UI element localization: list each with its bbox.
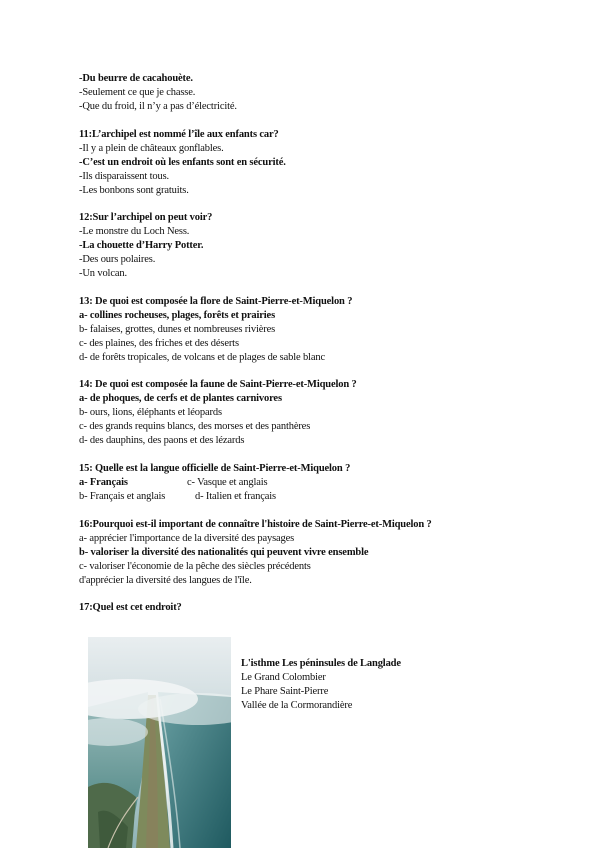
question-15 [79,462,579,504]
answer-q16-d: d'apprécier la diversité des langues de l'île. [79,575,252,586]
question-11-title: 11:L’archipel est nommé l’île aux enfants car? [79,129,279,140]
answer-q17-1: L'isthme Les péninsules de Langlade [241,658,401,669]
answer-q13-b: b- falaises, grottes, dunes et nombreuses rivières [79,324,276,335]
answer-q12-4: -Un volcan. [79,268,127,279]
answer-q10-1: -Du beurre de cacahouète. [79,73,193,84]
isthmus-aerial-photo [88,637,231,848]
question-16-title: 16:Pourquoi est-il important de connaître l'histoire de Saint-Pierre-et-Miquelon ? [79,519,432,530]
answer-q15-d: d- Italien et français [195,491,276,502]
answers-q15-row-2 [79,490,579,504]
answer-q11-4: -Les bonbons sont gratuits. [79,185,189,196]
question-17-title: 17:Quel est cet endroit? [79,602,182,613]
answer-q14-b: b- ours, lions, éléphants et léopards [79,407,222,418]
answer-q16-c: c- valoriser l'économie de la pêche des siècles précédents [79,561,311,572]
answer-q11-1: -Il y a plein de châteaux gonflables. [79,143,224,154]
question-12-title: 12:Sur l’archipel on peut voir? [79,212,213,223]
answer-q15-a: a- Français [79,477,128,488]
question-13-title: 13: De quoi est composée la flore de Saint-Pierre-et-Miquelon ? [79,296,353,307]
answer-q16-b: b- valoriser la diversité des nationalités qui peuvent vivre ensemble [79,547,369,558]
answer-q12-3: -Des ours polaires. [79,254,156,265]
answer-q10-3: -Que du froid, il n’y a pas d’électricité. [79,101,237,112]
answer-q12-1: -Le monstre du Loch Ness. [79,226,190,237]
question-15-title: 15: Quelle est la langue officielle de Saint-Pierre-et-Miquelon ? [79,463,351,474]
answer-q12-2: -La chouette d’Harry Potter. [79,240,204,251]
answer-q16-a: a- apprécier l'importance de la diversité des paysages [79,533,295,544]
answers-q15-row-1 [79,476,579,490]
answer-q17-4: Vallée de la Cormorandière [241,700,353,711]
question-14-title: 14: De quoi est composée la faune de Saint-Pierre-et-Miquelon ? [79,379,357,390]
answer-q10-2: -Seulement ce que je chasse. [79,87,196,98]
answer-q17-3: Le Phare Saint-Pierre [241,686,329,697]
answer-q13-d: d- de forêts tropicales, de volcans et de plages de sable blanc [79,352,325,363]
answer-q11-3: -Ils disparaissent tous. [79,171,170,182]
question-13 [79,295,579,365]
answer-q11-2: -C’est un endroit où les enfants sont en sécurité. [79,157,286,168]
question-17 [79,601,579,615]
question-10-answers [79,72,579,114]
answer-q14-a: a- de phoques, de cerfs et de plantes carnivores [79,393,282,404]
question-17-answers [241,657,581,713]
answer-q13-c: c- des plaines, des friches et des déserts [79,338,239,349]
question-11 [79,128,579,198]
question-16 [79,518,579,588]
answer-q17-2: Le Grand Colombier [241,672,326,683]
question-12 [79,211,579,281]
question-14 [79,378,579,448]
answer-q15-c: c- Vasque et anglais [187,477,268,488]
answer-q14-d: d- des dauphins, des paons et des lézards [79,435,245,446]
answer-q14-c: c- des grands requins blancs, des morses et des panthères [79,421,311,432]
answer-q13-a: a- collines rocheuses, plages, forêts et prairies [79,310,276,321]
answer-q15-b: b- Français et anglais [79,491,166,502]
